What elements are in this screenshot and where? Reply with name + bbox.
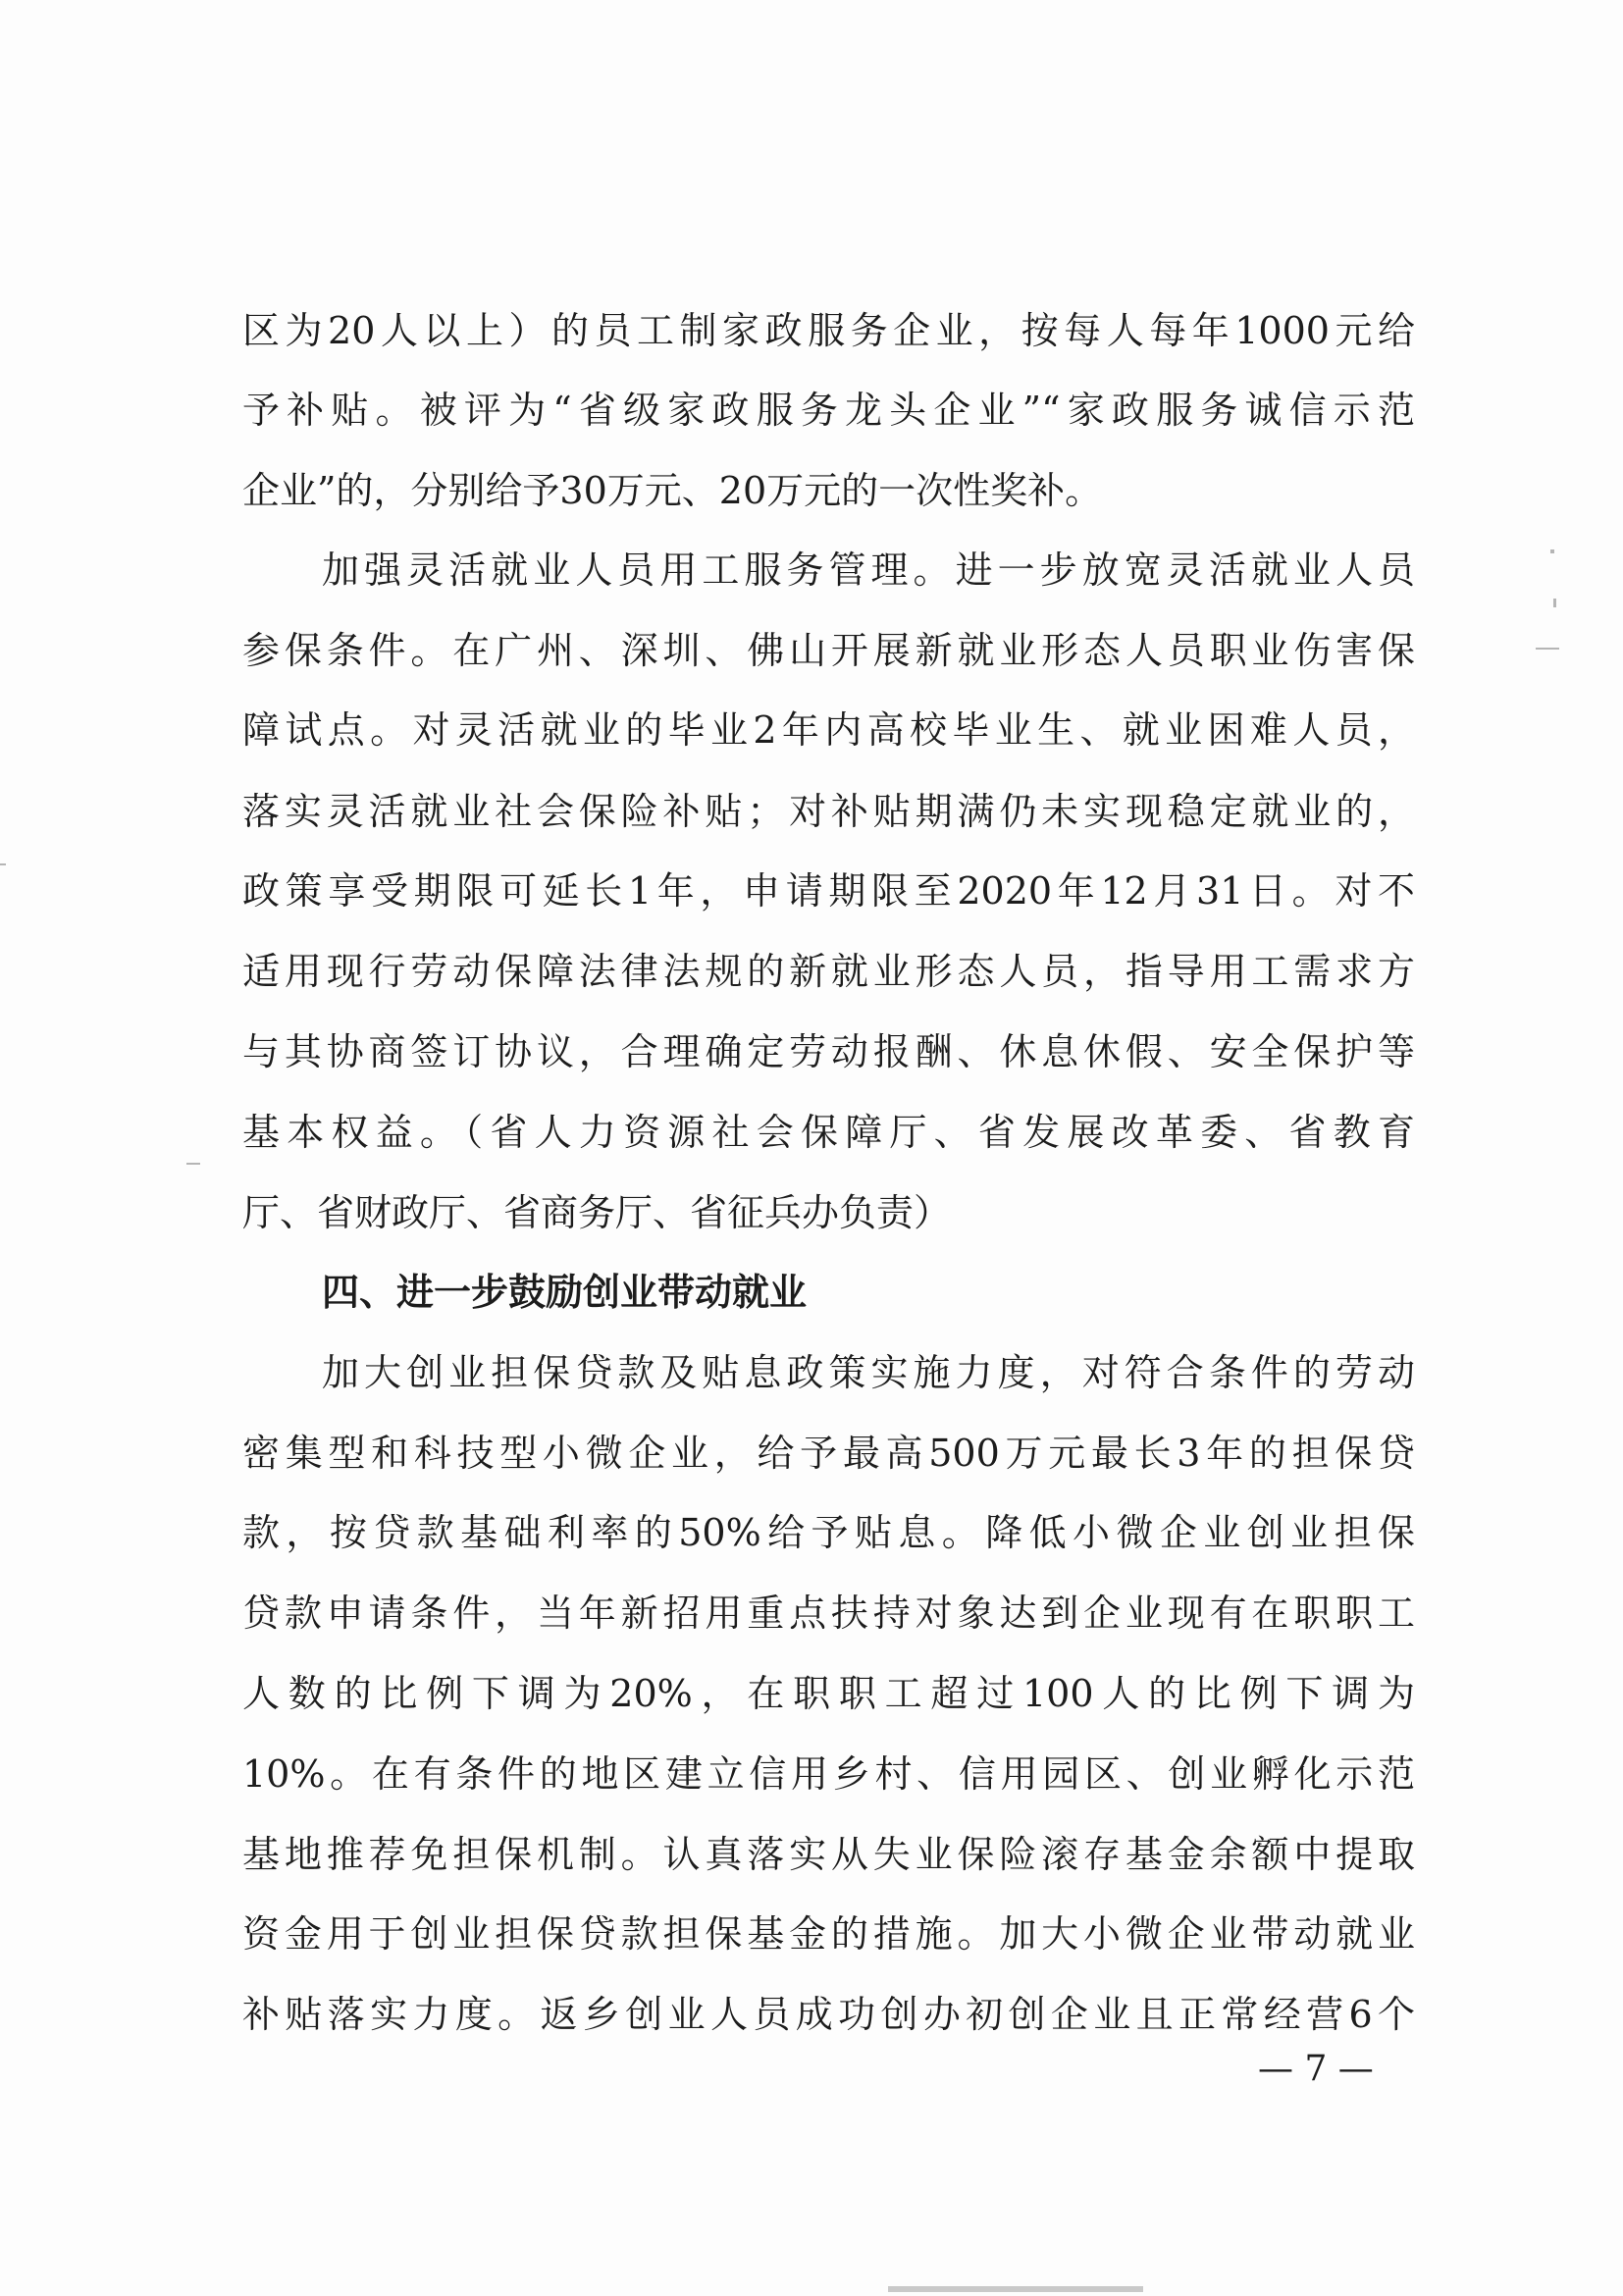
- body-line-1: 区为20人以上）的员工制家政服务企业，按每人每年1000元给: [242, 309, 1415, 352]
- body-line-18: 人数的比例下调为20%，在职职工超过100人的比例下调为: [242, 1672, 1415, 1715]
- body-line-4: 加强灵活就业人员用工服务管理。进一步放宽灵活就业人员: [322, 548, 1415, 592]
- scan-speck: [1553, 599, 1556, 607]
- body-line-15: 密集型和科技型小微企业，给予最高500万元最长3年的担保贷: [242, 1432, 1415, 1475]
- page-number: — 7 —: [1258, 2049, 1374, 2089]
- scan-speck: [0, 863, 6, 865]
- body-line-6: 障试点。对灵活就业的毕业2年内高校毕业生、就业困难人员，: [242, 708, 1415, 752]
- body-line-7: 落实灵活就业社会保险补贴；对补贴期满仍未实现稳定就业的，: [242, 790, 1415, 833]
- body-line-12: 厅、省财政厅、省商务厅、省征兵办负责）: [242, 1191, 952, 1234]
- body-line-17: 贷款申请条件，当年新招用重点扶持对象达到企业现有在职职工: [242, 1592, 1415, 1635]
- body-line-5: 参保条件。在广州、深圳、佛山开展新就业形态人员职业伤害保: [242, 629, 1415, 672]
- scan-speck: [1536, 648, 1559, 650]
- body-line-22: 补贴落实力度。返乡创业人员成功创办初创企业且正常经营6个: [242, 1993, 1415, 2036]
- body-line-16: 款，按贷款基础利率的50%给予贴息。降低小微企业创业担保: [242, 1511, 1415, 1554]
- body-line-10: 与其协商签订协议，合理确定劳动报酬、休息休假、安全保护等: [242, 1030, 1415, 1073]
- body-line-2: 予补贴。被评为“省级家政服务龙头企业”“家政服务诚信示范: [242, 389, 1415, 432]
- scan-edge-artifact: [888, 2286, 1143, 2292]
- section-heading: 四、进一步鼓励创业带动就业: [322, 1271, 808, 1314]
- body-line-19: 10%。在有条件的地区建立信用乡村、信用园区、创业孵化示范: [242, 1752, 1415, 1796]
- body-line-11: 基本权益。（省人力资源社会保障厅、省发展改革委、省教育: [242, 1111, 1415, 1154]
- body-line-3: 企业”的，分别给予30万元、20万元的一次性奖补。: [242, 469, 1103, 512]
- body-line-20: 基地推荐免担保机制。认真落实从失业保险滚存基金余额中提取: [242, 1833, 1415, 1876]
- scan-speck: [1550, 549, 1554, 553]
- body-line-9: 适用现行劳动保障法律法规的新就业形态人员，指导用工需求方: [242, 950, 1415, 993]
- scan-speck: [186, 1163, 200, 1165]
- body-line-8: 政策享受期限可延长1年，申请期限至2020年12月31日。对不: [242, 869, 1415, 913]
- body-line-14: 加大创业担保贷款及贴息政策实施力度，对符合条件的劳动: [322, 1351, 1415, 1394]
- body-line-21: 资金用于创业担保贷款担保基金的措施。加大小微企业带动就业: [242, 1912, 1415, 1956]
